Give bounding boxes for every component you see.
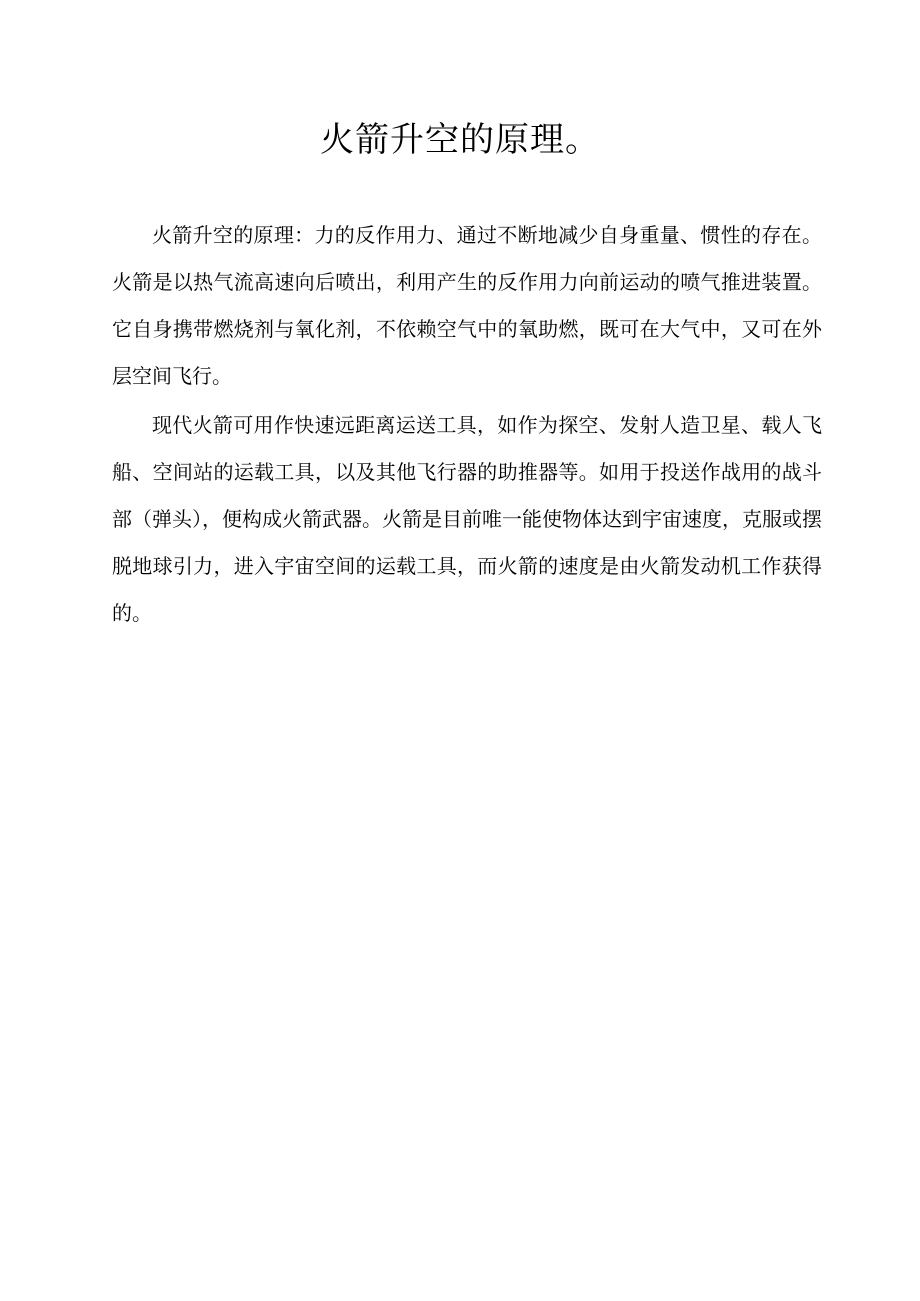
document-body — [112, 212, 822, 639]
paragraph-modern-rocket-uses: 现代火箭可用作快速远距离运送工具，如作为探空、发射人造卫星、载人飞船、空间站的运载工具，以及其他飞行器的助推器等。如用于投送作战用的战斗部（弹头），便构成火箭武器。火箭是目前唯一能使物体达到宇宙速度，克服或摆脱地球引力，进入宇宙空间的运载工具，而火箭的速度是由火箭发动机工作获得的。 — [112, 413, 822, 625]
document-title: 火箭升空的原理。 — [320, 120, 600, 160]
paragraph-rocket-principle: 火箭升空的原理：力的反作用力、通过不断地减少自身重量、惯性的存在。火箭是以热气流高速向后喷出，利用产生的反作用力向前运动的喷气推进装置。它自身携带燃烧剂与氧化剂，不依赖空气中的氧助燃，既可在大气中，又可在外层空间飞行。 — [112, 223, 822, 388]
